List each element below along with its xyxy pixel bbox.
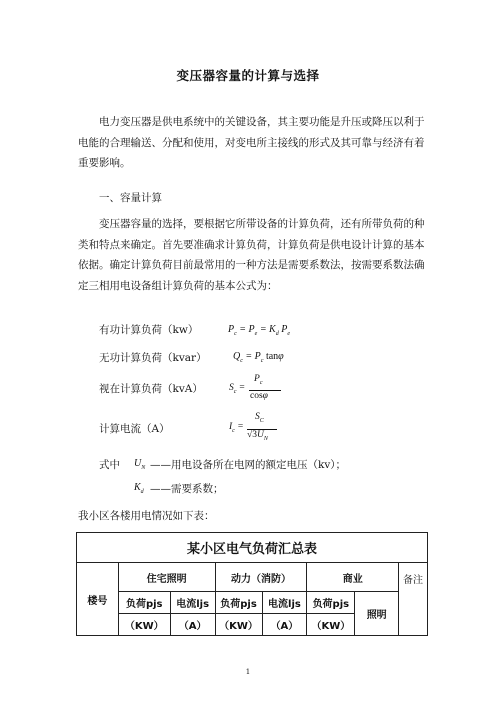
un-description: ——用电设备所在电网的额定电压（kv）； [150, 459, 347, 471]
power-load-unit: （KW） [215, 614, 262, 636]
kd-symbol: $K_d$ [134, 482, 144, 495]
kd-description: ——需要系数； [150, 483, 224, 495]
power-current-header: 电流ljs [262, 592, 307, 614]
intro-text: 电力变压器是供电系统中的关键设备，其主要功能是升压或降压以利于电能的合理输送、分配和使用，对变电所主接线的形式及其可靠与经济有着重要影响。 [78, 116, 425, 169]
reactive-load-formula: $Q_c = P_c$ tanφ [233, 351, 284, 364]
power-load-header: 负荷pjs [215, 592, 262, 614]
power-current-unit: （A） [262, 614, 307, 636]
current-formula: $I_c$ = $S_C$ $√3U_N$ [229, 412, 299, 444]
table-intro: 我小区各楼用电情况如下表： [78, 510, 215, 522]
notes-prefix: 式中 [99, 459, 120, 471]
active-load-label: 有功计算负荷（kw） [99, 324, 199, 336]
residential-lighting-header: 住宅照明 [118, 563, 215, 592]
current-label: 计算电流（A） [99, 423, 170, 435]
table-title: 某小区电气负荷汇总表 [77, 533, 428, 563]
residential-current-unit: （A） [170, 614, 215, 636]
section-heading: 一、容量计算 [99, 192, 162, 204]
method-text: 变压器容量的选择，要根据它所带设备的计算负荷，还有所带负荷的种类和特点来确定。首先要准确求计算负荷，计算负荷是供电设计计算的基本依据。确定计算负荷目前最常用的一种方法是需要系数法，按需要系数法确定三相用电设备组计算负荷的基本公式为： [78, 218, 425, 292]
document-title: 变压器容量的计算与选择 [176, 68, 320, 83]
remarks-header: 备注 [399, 563, 428, 636]
page-number: 1 [245, 668, 251, 676]
residential-current-header: 电流ljs [170, 592, 215, 614]
power-fire-header: 动力（消防） [215, 563, 307, 592]
un-symbol: $U_N$ [134, 458, 146, 471]
commercial-load-unit: （KW） [307, 614, 355, 636]
apparent-load-label: 视在计算负荷（kvA） [99, 383, 203, 395]
reactive-load-label: 无功计算负荷（kvar） [99, 352, 207, 364]
active-load-formula: $P_c = P_e = K_d$ $P_e$ [228, 324, 291, 337]
commercial-header: 商业 [307, 563, 399, 592]
apparent-load-formula: $S_c$ = $P_c$ cosφ [229, 374, 289, 404]
residential-load-unit: （KW） [118, 614, 170, 636]
commercial-lighting-header: 照明 [355, 592, 399, 636]
residential-load-header: 负荷pjs [118, 592, 170, 614]
intro-paragraph [78, 112, 426, 174]
load-summary-table [76, 532, 428, 636]
building-header: 楼号 [77, 563, 119, 636]
method-paragraph [78, 214, 426, 296]
commercial-load-header: 负荷pjs [307, 592, 355, 614]
